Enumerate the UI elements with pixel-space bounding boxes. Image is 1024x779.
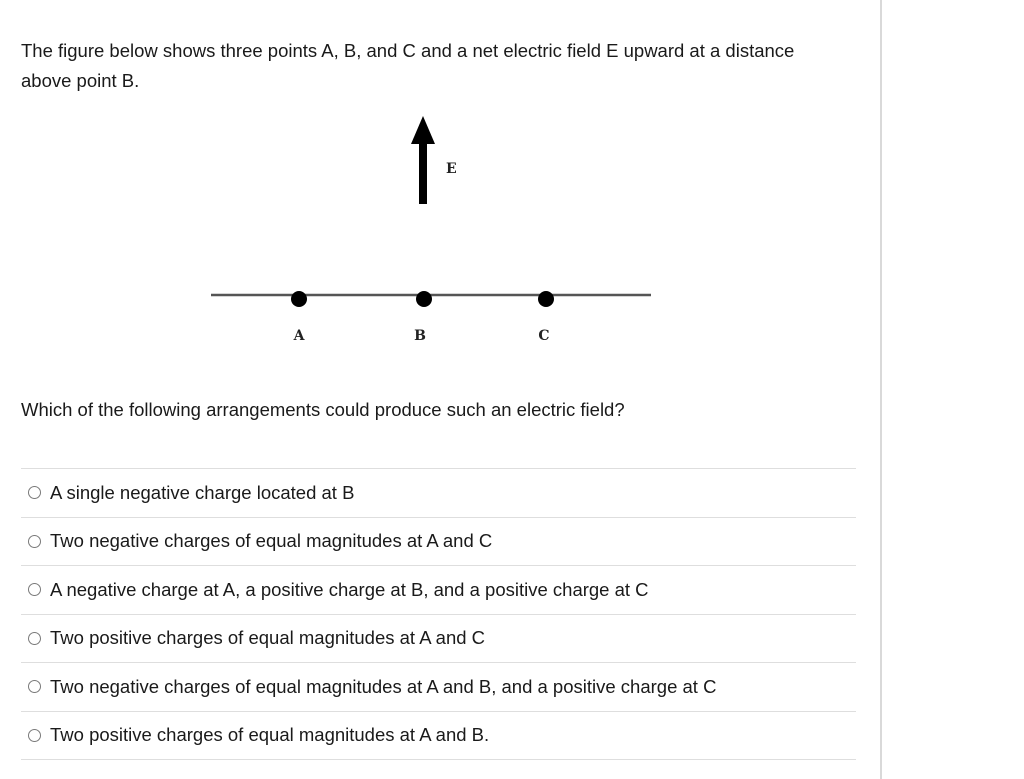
point-c-dot [538, 291, 554, 307]
answer-option[interactable] [21, 615, 856, 664]
question-prompt: Which of the following arrangements could produce such an electric field? [21, 399, 625, 420]
answer-option-label: Two positive charges of equal magnitudes at A and B. [50, 724, 490, 746]
figure-svg [195, 108, 665, 358]
field-label: E [446, 161, 457, 177]
point-b-dot [416, 291, 432, 307]
answer-option-label: Two negative charges of equal magnitudes at A and B, and a positive charge at C [50, 675, 717, 697]
answer-option-label: A single negative charge located at B [50, 481, 355, 503]
answer-option[interactable] [21, 469, 856, 518]
radio-button-icon[interactable] [28, 632, 41, 645]
answer-option-label: A negative charge at A, a positive charge at B, and a positive charge at C [50, 578, 649, 600]
electric-field-figure [195, 108, 665, 358]
radio-button-icon[interactable] [28, 535, 41, 548]
answer-option-label: Two positive charges of equal magnitudes at A and C [50, 627, 486, 649]
radio-button-icon[interactable] [28, 486, 41, 499]
radio-button-icon[interactable] [28, 729, 41, 742]
point-c-label: C [538, 328, 550, 344]
answer-option[interactable] [21, 663, 856, 712]
answer-option[interactable] [21, 518, 856, 567]
answer-option[interactable] [21, 712, 856, 761]
radio-button-icon[interactable] [28, 583, 41, 596]
point-a-label: A [293, 328, 305, 344]
answer-option-label: Two negative charges of equal magnitudes at A and C [50, 530, 493, 552]
answer-option[interactable] [21, 566, 856, 615]
point-b-label: B [414, 328, 426, 344]
answer-options [21, 468, 856, 760]
right-divider [880, 0, 882, 779]
radio-button-icon[interactable] [28, 680, 41, 693]
field-arrow-icon [411, 116, 435, 204]
point-a-dot [291, 291, 307, 307]
question-intro: The figure below shows three points A, B, and C and a net electric field E upward at a distance above point B. [21, 40, 795, 91]
